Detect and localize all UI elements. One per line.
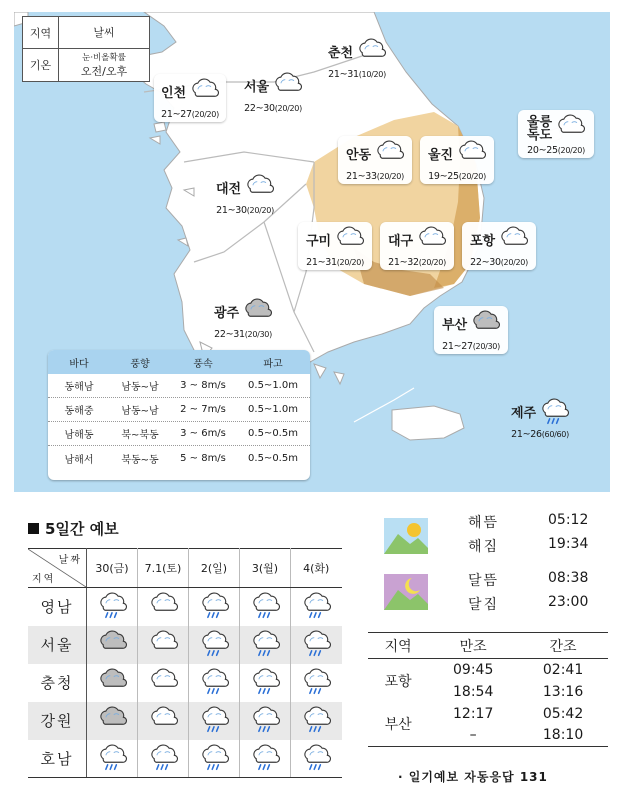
forecast-region: 충청 xyxy=(28,664,87,702)
forecast-cell xyxy=(189,588,240,626)
rain-cloud-icon xyxy=(97,609,127,622)
forecast-row xyxy=(28,702,342,740)
sunset-label: 해짐 xyxy=(468,539,500,555)
forecast-cell xyxy=(240,588,291,626)
sea-row xyxy=(48,374,310,398)
city-precip-prob: (20/30) xyxy=(472,342,500,351)
tide-high-time: 18:54 xyxy=(453,683,494,700)
sunrise-time: 05:12 xyxy=(548,512,589,528)
rain-cloud-icon xyxy=(250,647,280,660)
sea-col-wave: 파고 xyxy=(263,358,283,370)
rain-cloud-icon xyxy=(539,397,569,429)
forecast-cell xyxy=(291,626,342,664)
cloud-icon xyxy=(148,609,178,622)
city-temp-line xyxy=(210,329,276,340)
gray-cloud-icon xyxy=(97,685,127,698)
rain-cloud-icon xyxy=(301,609,331,622)
forecast-cell xyxy=(87,740,138,778)
forecast-corner-date: 날짜 xyxy=(58,555,82,566)
city-temp-line xyxy=(424,171,490,182)
wave-height: 0.5~1.0m xyxy=(248,380,298,391)
forecast-cell xyxy=(291,664,342,702)
rain-cloud-icon xyxy=(199,761,229,774)
city-name: 제주 xyxy=(510,405,537,421)
forecast-corner-region: 지역 xyxy=(32,574,56,585)
city-name: 춘천 xyxy=(327,45,354,61)
wind-direction: 북~북동 xyxy=(121,430,159,441)
city-temp: 20~25 xyxy=(527,145,558,156)
city-precip-prob: (20/20) xyxy=(376,172,404,181)
forecast-region: 영남 xyxy=(28,588,87,626)
forecast-day-header: 4(화) xyxy=(291,549,342,588)
city-label-daejeon xyxy=(208,170,282,218)
city-precip-prob: (20/20) xyxy=(336,258,364,267)
wind-speed: 2 ~ 7m/s xyxy=(180,404,226,415)
forecast-row xyxy=(28,664,342,702)
city-name: 부산 xyxy=(441,317,468,333)
city-name: 울릉 독도 xyxy=(526,115,553,143)
rain-cloud-icon xyxy=(250,609,280,622)
cloud-icon xyxy=(244,173,274,205)
legend-precip-label: 눈·비올확률 xyxy=(82,53,126,63)
legend-temp-label: 기온 xyxy=(23,49,59,81)
sea-col-wind-dir: 풍향 xyxy=(130,358,150,370)
city-temp: 21~33 xyxy=(346,171,377,182)
forecast-day-header: 3(월) xyxy=(240,549,291,588)
city-name: 인천 xyxy=(160,85,187,101)
city-temp: 21~27 xyxy=(442,341,473,352)
rain-cloud-icon xyxy=(148,761,178,774)
sea-area: 동해중 xyxy=(64,406,94,417)
city-temp-line xyxy=(522,145,590,156)
wind-direction: 북동~동 xyxy=(121,454,159,466)
wind-speed: 3 ~ 6m/s xyxy=(180,428,226,439)
city-name: 구미 xyxy=(305,233,332,249)
city-temp: 21~32 xyxy=(388,257,419,268)
city-precip-prob: (20/20) xyxy=(191,110,219,119)
cloud-icon xyxy=(456,139,486,171)
forecast-day-header: 2(일) xyxy=(189,549,240,588)
rain-cloud-icon xyxy=(199,647,229,660)
wind-direction: 남동~남 xyxy=(121,382,159,393)
wind-speed: 5 ~ 8m/s xyxy=(180,452,226,464)
forecast-table xyxy=(28,548,342,778)
cloud-icon xyxy=(416,225,446,257)
astro-panel xyxy=(380,512,620,613)
forecast-cell xyxy=(87,664,138,702)
cloud-icon xyxy=(374,139,404,171)
city-precip-prob: (20/20) xyxy=(246,206,274,215)
rain-cloud-icon xyxy=(250,761,280,774)
cloud-icon xyxy=(148,723,178,736)
forecast-day-header: 7.1(토) xyxy=(138,549,189,588)
forecast-row xyxy=(28,588,342,626)
city-label-chuncheon xyxy=(320,34,394,82)
cloud-icon xyxy=(356,37,386,69)
tide-low-time: 18:10 xyxy=(518,725,608,747)
forecast-region: 서울 xyxy=(28,626,87,664)
city-precip-prob: (20/20) xyxy=(500,258,528,267)
forecast-cell xyxy=(240,626,291,664)
forecast-row xyxy=(28,626,342,664)
city-temp-line xyxy=(302,257,368,268)
cloud-icon xyxy=(189,77,219,109)
forecast-cell xyxy=(87,588,138,626)
forecast-cell xyxy=(87,626,138,664)
city-label-jeju xyxy=(498,394,582,442)
sea-row xyxy=(48,398,310,422)
forecast-title xyxy=(28,518,119,539)
city-name: 대전 xyxy=(215,181,242,197)
tide-col-region: 지역 xyxy=(368,633,428,659)
city-name: 울진 xyxy=(427,147,454,163)
city-temp-line xyxy=(384,257,450,268)
rain-cloud-icon xyxy=(301,647,331,660)
forecast-title-text: 5일간 예보 xyxy=(45,520,119,538)
cloud-icon xyxy=(498,225,528,257)
city-precip-prob: (20/20) xyxy=(458,172,486,181)
moonrise-row xyxy=(380,570,620,592)
rain-cloud-icon xyxy=(97,761,127,774)
sea-area: 동해남 xyxy=(64,382,94,393)
city-label-busan xyxy=(434,306,508,354)
city-label-andong xyxy=(338,136,412,184)
square-bullet-icon xyxy=(28,523,39,534)
forecast-cell xyxy=(240,664,291,702)
rain-cloud-icon xyxy=(199,685,229,698)
forecast-cell xyxy=(291,740,342,778)
rain-cloud-icon xyxy=(301,761,331,774)
city-temp-line xyxy=(240,103,306,114)
city-label-daegu xyxy=(380,222,454,270)
rain-cloud-icon xyxy=(199,723,229,736)
weather-map xyxy=(14,12,610,492)
cloud-icon xyxy=(148,685,178,698)
city-temp: 22~30 xyxy=(470,257,501,268)
gray-cloud-icon xyxy=(242,297,272,329)
forecast-cell xyxy=(240,740,291,778)
city-name: 포항 xyxy=(469,233,496,249)
tide-table xyxy=(368,632,608,747)
sunset-row xyxy=(380,536,620,558)
sea-row xyxy=(48,446,310,470)
city-name: 대구 xyxy=(387,233,414,249)
gray-cloud-icon xyxy=(97,723,127,736)
city-temp: 21~26 xyxy=(511,429,542,440)
cloud-icon xyxy=(272,71,302,103)
city-precip-prob: (20/30) xyxy=(244,330,272,339)
forecast-cell xyxy=(291,702,342,740)
city-precip-prob: (60/60) xyxy=(541,430,569,439)
forecast-corner xyxy=(28,549,86,587)
city-precip-prob: (20/20) xyxy=(274,104,302,113)
city-label-seoul xyxy=(236,68,310,116)
city-temp: 21~31 xyxy=(328,69,359,80)
legend-values xyxy=(59,49,149,81)
tide-col-low: 간조 xyxy=(518,633,608,659)
city-temp: 21~27 xyxy=(161,109,192,120)
rain-cloud-icon xyxy=(250,685,280,698)
legend-weather-label: 날씨 xyxy=(93,26,115,39)
moonrise-label: 달뜸 xyxy=(468,573,500,589)
sea-area: 남해서 xyxy=(64,454,94,466)
city-temp: 19~25 xyxy=(428,171,459,182)
forecast-cell xyxy=(138,702,189,740)
legend-region-label: 지역 xyxy=(23,17,59,48)
city-name: 광주 xyxy=(213,305,240,321)
city-precip-prob: (20/20) xyxy=(418,258,446,267)
cloud-icon xyxy=(334,225,364,257)
sea-table-header xyxy=(48,350,310,374)
map-legend xyxy=(22,16,150,82)
city-temp-line xyxy=(212,205,278,216)
sea-col-sea: 바다 xyxy=(69,358,89,370)
city-label-gwangju xyxy=(206,294,280,342)
wind-direction: 남동~남 xyxy=(121,406,159,417)
city-name: 서울 xyxy=(243,79,270,95)
tide-low-time: 05:42 xyxy=(542,705,584,722)
wave-height: 0.5~0.5m xyxy=(248,452,298,464)
sea-table xyxy=(48,350,310,480)
moonrise-time: 08:38 xyxy=(548,570,589,586)
tide-low-time: 02:41 xyxy=(542,661,584,678)
cloud-icon xyxy=(148,647,178,660)
rain-cloud-icon xyxy=(301,685,331,698)
sea-row xyxy=(48,422,310,446)
forecast-cell xyxy=(240,702,291,740)
sunrise-label: 해뜸 xyxy=(468,515,500,531)
sunrise-row xyxy=(380,512,620,534)
city-temp: 21~30 xyxy=(216,205,247,216)
forecast-cell xyxy=(291,588,342,626)
city-label-incheon xyxy=(154,74,226,122)
city-label-ulleung xyxy=(518,110,594,158)
city-label-gumi xyxy=(298,222,372,270)
city-precip-prob: (10/20) xyxy=(358,70,386,79)
city-temp-line xyxy=(502,429,578,440)
moonset-row xyxy=(380,594,620,616)
rain-cloud-icon xyxy=(199,609,229,622)
forecast-day-header: 30(금) xyxy=(87,549,138,588)
rain-cloud-icon xyxy=(250,723,280,736)
rain-cloud-icon xyxy=(301,723,331,736)
gray-cloud-icon xyxy=(470,309,500,341)
wind-speed: 3 ~ 8m/s xyxy=(180,380,226,391)
tide-high-time: 12:17 xyxy=(453,705,494,722)
sunset-time: 19:34 xyxy=(548,536,589,552)
city-label-uljin xyxy=(420,136,494,184)
sea-col-wind-speed: 풍속 xyxy=(193,358,213,370)
forecast-cell xyxy=(87,702,138,740)
auto-response-note: · 일기예보 자동응답 131 xyxy=(398,770,548,784)
gray-cloud-icon xyxy=(97,647,127,660)
city-temp-line xyxy=(324,69,390,80)
city-temp-line xyxy=(466,257,532,268)
city-temp: 22~31 xyxy=(214,329,245,340)
forecast-region: 강원 xyxy=(28,702,87,740)
tide-high-time: 09:45 xyxy=(453,661,494,678)
city-label-pohang xyxy=(462,222,536,270)
forecast-cell xyxy=(189,740,240,778)
moonset-label: 달짐 xyxy=(468,597,500,613)
tide-region: 부산 xyxy=(368,703,428,747)
city-name: 안동 xyxy=(345,147,372,163)
forecast-region: 호남 xyxy=(28,740,87,778)
tide-col-high: 만조 xyxy=(428,633,518,659)
city-temp: 22~30 xyxy=(244,103,275,114)
tide-high-time: – xyxy=(428,725,518,747)
forecast-cell xyxy=(189,664,240,702)
city-temp: 21~31 xyxy=(306,257,337,268)
sea-area: 남해동 xyxy=(64,430,94,441)
city-precip-prob: (20/20) xyxy=(557,146,585,155)
city-temp-line xyxy=(158,109,222,120)
forecast-cell xyxy=(189,702,240,740)
city-temp-line xyxy=(438,341,504,352)
forecast-cell xyxy=(189,626,240,664)
forecast-cell xyxy=(138,626,189,664)
cloud-icon xyxy=(555,113,585,145)
moonset-time: 23:00 xyxy=(548,594,589,610)
wave-height: 0.5~0.5m xyxy=(248,428,298,439)
city-temp-line xyxy=(342,171,408,182)
forecast-cell xyxy=(138,740,189,778)
forecast-cell xyxy=(138,664,189,702)
tide-region: 포항 xyxy=(384,673,412,690)
wave-height: 0.5~1.0m xyxy=(248,404,298,415)
forecast-row xyxy=(28,740,342,778)
forecast-cell xyxy=(138,588,189,626)
legend-ampm-label: 오전/오후 xyxy=(80,65,128,78)
tide-low-time: 13:16 xyxy=(542,683,584,700)
